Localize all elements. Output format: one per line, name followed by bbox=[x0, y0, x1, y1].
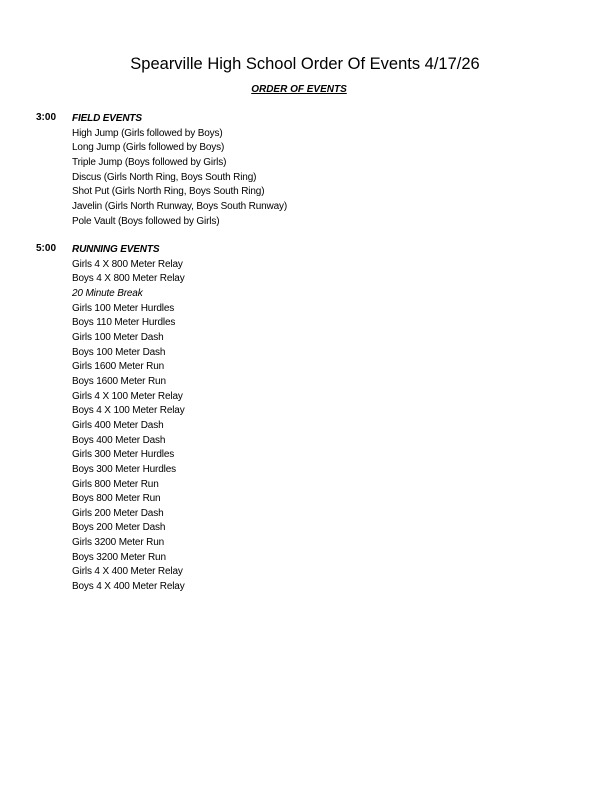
event-item: Boys 110 Meter Hurdles bbox=[72, 317, 176, 329]
event-item: 20 Minute Break bbox=[72, 287, 143, 299]
event-item: Girls 4 X 100 Meter Relay bbox=[72, 390, 183, 402]
document-subtitle: ORDER OF EVENTS bbox=[251, 84, 347, 95]
section-header: FIELD EVENTS bbox=[72, 113, 142, 124]
section-time: 3:00 bbox=[36, 112, 57, 123]
event-item: Girls 3200 Meter Run bbox=[72, 537, 165, 549]
event-item: Girls 100 Meter Hurdles bbox=[72, 302, 175, 314]
event-item: Girls 1600 Meter Run bbox=[72, 361, 165, 373]
event-item: Girls 4 X 400 Meter Relay bbox=[72, 566, 183, 578]
event-item: Boys 400 Meter Dash bbox=[72, 434, 166, 446]
document-title: Spearville High School Order Of Events 4/17/26 bbox=[130, 55, 480, 73]
event-item: Girls 300 Meter Hurdles bbox=[72, 449, 175, 461]
section-header: RUNNING EVENTS bbox=[72, 244, 160, 255]
section-time: 5:00 bbox=[36, 243, 57, 254]
event-item: Long Jump (Girls followed by Boys) bbox=[72, 142, 225, 154]
event-item: Girls 200 Meter Dash bbox=[72, 507, 164, 519]
event-item: Boys 200 Meter Dash bbox=[72, 522, 166, 534]
event-item: Girls 800 Meter Run bbox=[72, 478, 159, 490]
event-item: Boys 800 Meter Run bbox=[72, 493, 161, 505]
event-item: Boys 4 X 100 Meter Relay bbox=[72, 405, 185, 417]
event-item: Boys 4 X 800 Meter Relay bbox=[72, 273, 185, 285]
event-item: Discus (Girls North Ring, Boys South Ring) bbox=[72, 171, 257, 183]
event-item: Triple Jump (Boys followed by Girls) bbox=[72, 156, 227, 168]
event-item: Pole Vault (Boys followed by Girls) bbox=[72, 215, 220, 227]
event-item: Boys 300 Meter Hurdles bbox=[72, 463, 176, 475]
event-item: Boys 100 Meter Dash bbox=[72, 346, 166, 358]
event-list bbox=[72, 112, 287, 229]
event-item: Girls 400 Meter Dash bbox=[72, 419, 164, 431]
event-item: Shot Put (Girls North Ring, Boys South Ring) bbox=[72, 186, 265, 198]
event-item: Javelin (Girls North Runway, Boys South Runway) bbox=[72, 200, 288, 212]
event-item: Girls 4 X 800 Meter Relay bbox=[72, 258, 183, 270]
event-item: Boys 3200 Meter Run bbox=[72, 551, 166, 563]
event-item: High Jump (Girls followed by Boys) bbox=[72, 127, 223, 139]
event-list bbox=[72, 243, 185, 595]
event-item: Girls 100 Meter Dash bbox=[72, 331, 164, 343]
event-item: Boys 4 X 400 Meter Relay bbox=[72, 581, 185, 593]
event-item: Boys 1600 Meter Run bbox=[72, 375, 166, 387]
